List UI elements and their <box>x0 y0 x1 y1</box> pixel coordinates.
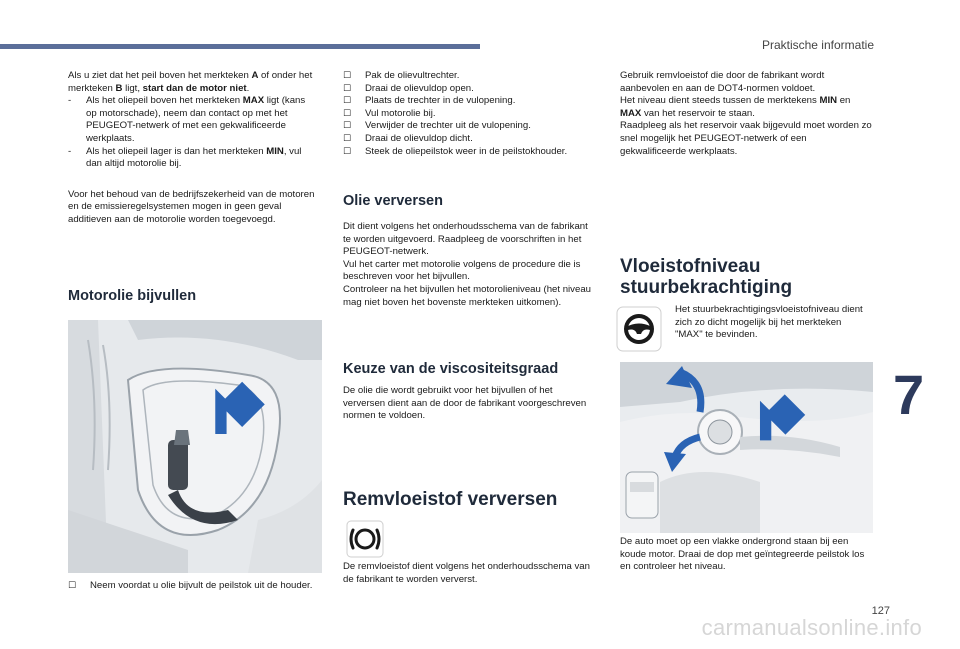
checkbox-marker-icon: ☐ <box>343 133 352 144</box>
section-title: Praktische informatie <box>761 38 874 52</box>
checkbox-marker-icon: ☐ <box>343 71 352 81</box>
checkbox-marker-icon: ☐ <box>343 96 352 107</box>
viscositeit-text: De olie die wordt gebruikt voor het bijvullen of het verversen dient aan de door de fabrikant voorgeschreven normen te voldoen. <box>343 385 587 422</box>
heading-remvloeistof-verversen: Remvloeistof verversen <box>343 489 558 510</box>
stuurbekrachtiging-check-text: De auto moet op een vlakke ondergrond staan bij een koude motor. Draai de dop met geïntegreerde peilstok los en controleer het niveau. <box>620 536 865 573</box>
dash-marker: - <box>68 145 72 157</box>
list-item <box>343 95 595 108</box>
dash-marker: - <box>68 95 72 107</box>
list-item <box>68 95 318 145</box>
heading-viscositeitsgraad: Keuze van de viscositeitsgraad <box>343 361 559 377</box>
checkbox-marker-icon: ☐ <box>343 121 352 132</box>
list-item-text: Pak de olievultrechter. <box>365 70 460 81</box>
checkbox-marker-icon: ☐ <box>343 108 352 119</box>
heading-vloeistofniveau-stuurbekrachtiging: Vloeistofniveau stuurbekrachtiging <box>620 256 793 298</box>
list-item <box>343 83 595 96</box>
column-1-bottom <box>68 580 318 593</box>
heading-olie-verversen: Olie verversen <box>343 193 443 209</box>
column-1 <box>68 70 318 227</box>
header-accent-bar <box>0 44 480 49</box>
list-item <box>343 133 595 146</box>
list-item <box>343 70 595 83</box>
stuurbekrachtiging-text: Het stuurbekrachtigingsvloeistofniveau dient zich zo dicht mogelijk bij het merkteken "MAX" te bevinden. <box>675 304 863 341</box>
list-item-text: Als het oliepeil lager is dan het merkteken MIN, vul dan altijd motorolie bij. <box>86 145 302 170</box>
list-item-text: Vul motorolie bij. <box>365 107 436 119</box>
list-item <box>343 146 595 159</box>
steps-list <box>343 70 595 158</box>
page-number: 127 <box>871 605 890 617</box>
remvloeistof-text: De remvloeistof dient volgens het onderhoudsschema van de fabrikant te worden ververst. <box>343 561 590 585</box>
checkbox-marker-icon: ☐ <box>68 581 77 591</box>
list-item-text: Als het oliepeil boven het merkteken MAX ligt (kans op motorschade), neem dan contact op met het PEUGEOT-netwerk of met een gekwalificeerde werkplaats. <box>86 95 306 144</box>
olie-verversen-text: Dit dient volgens het onderhoudsschema van de fabrikant te worden uitgevoerd. Raadpleeg de voorschriften in het PEUGEOT-netwerk. Vul het carter met motorolie volgens de procedure die is beschreven voor het bijvullen. Controleer na het bijvullen het motorolieniveau (het niveau mag niet boven het bovenste merkteken uitkomen). <box>343 221 591 308</box>
engine-photo <box>68 320 322 573</box>
reservoir-photo <box>620 362 873 533</box>
checkbox-marker-icon: ☐ <box>343 83 352 94</box>
list-item <box>68 146 318 171</box>
list-item <box>343 108 595 121</box>
additives-note: Voor het behoud van de bedrijfszekerheid van de motoren en de emissieregelsystemen mogen in geen geval additieven aan de motorolie worden toegevoegd. <box>68 188 315 225</box>
list-item-text: Draai de olievuldop dicht. <box>365 132 473 144</box>
list-item-text: Steek de oliepeilstok weer in de peilstokhouder. <box>365 145 568 157</box>
remvloeistof-details: Gebruik remvloeistof die door de fabrikant wordt aanbevolen en aan de DOT4-normen voldoet. Het niveau dient steeds tussen de merktekens MIN en MAX van het reservoir te staan. Raadpleeg als het reservoir vaak bijgevuld moet worden zo snel mogelijk het PEUGEOT-netwerk of een gekwalificeerde werkplaats. <box>620 70 872 157</box>
intro-text: Als u ziet dat het peil boven het merkteken A of onder het merkteken B ligt, start dan de motor niet. <box>68 70 313 94</box>
list-item <box>343 120 595 133</box>
list-item-text: Draai de olievuldop open. <box>365 82 474 94</box>
brake-fluid-icon <box>346 520 384 558</box>
heading-motorolie-bijvullen: Motorolie bijvullen <box>68 288 197 304</box>
list-item-text: Plaats de trechter in de vulopening. <box>365 95 516 107</box>
list-item-text: Verwijder de trechter uit de vulopening. <box>365 120 531 132</box>
list-item-text: Neem voordat u olie bijvult de peilstok uit de houder. <box>90 580 313 591</box>
checkbox-marker-icon: ☐ <box>343 146 352 157</box>
column-2 <box>343 70 595 158</box>
watermark: carmanualsonline.info <box>701 615 922 640</box>
list-item <box>68 580 318 593</box>
steering-wheel-icon <box>616 306 662 352</box>
chapter-number: 7 <box>893 363 925 426</box>
